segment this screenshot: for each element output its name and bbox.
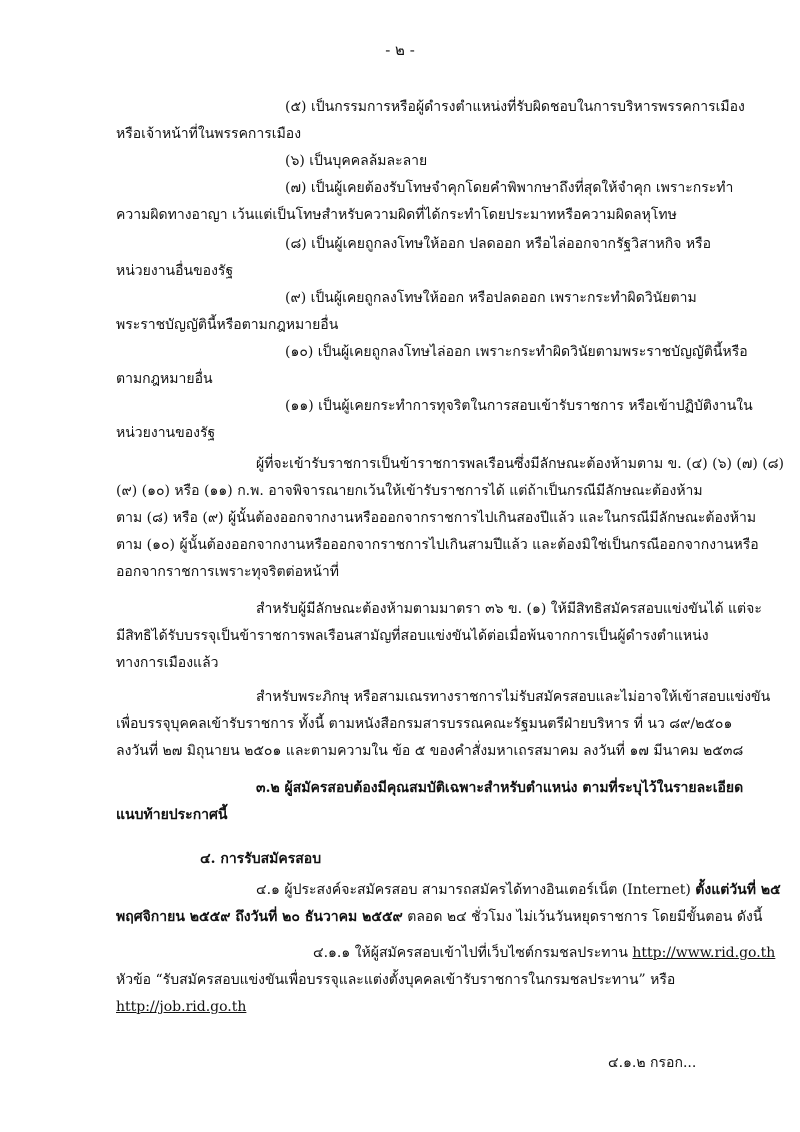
section-3-2-line2: แนบท้ายประกาศนี้: [116, 807, 228, 823]
section-4-heading: ๔. การรับสมัครสอบ: [200, 851, 322, 867]
item-11-line1: (๑๑) เป็นผู้เคยกระทำการทุจริตในการสอบเข้ารับราชการ หรือเข้าปฏิบัติงานใน: [285, 398, 753, 414]
section-4-1-1-text: ๔.๑.๑ ให้ผู้สมัครสอบเข้าไปที่เว็บไซต์กรมชลประทาน: [313, 945, 628, 961]
item-5-line1: (๕) เป็นกรรมการหรือผู้ดำรงตำแหน่งที่รับผิดชอบในการบริหารพรรคการเมือง: [285, 99, 745, 115]
item-11-line2: หน่วยงานของรัฐ: [116, 425, 216, 441]
section-4-1-line1: [256, 880, 781, 900]
para1-line5: ออกจากราชการเพราะทุจริตต่อหน้าที่: [116, 564, 339, 580]
job-website-link[interactable]: http://job.rid.go.th: [116, 999, 247, 1015]
next-page-continuation: ๔.๑.๒ กรอก...: [608, 1055, 697, 1071]
para2-line1: สำหรับผู้มีลักษณะต้องห้ามตามมาตรา ๓๖ ข. (๑) ให้มีสิทธิสมัครสอบแข่งขันได้ แต่จะ: [256, 601, 762, 617]
item-9-line2: พระราชบัญญัตินี้หรือตามกฎหมายอื่น: [116, 317, 339, 333]
para3-line2: เพื่อบรรจุบุคคลเข้ารับราชการ ทั้งนี้ ตามหนังสือกรมสารบรรณคณะรัฐมนตรีฝ่ายบริหาร ที่ นว ๘๙/๒๕๐๑: [116, 716, 733, 732]
section-3-2-line1: ๓.๒ ผู้สมัครสอบต้องมีคุณสมบัติเฉพาะสำหรับตำแหน่ง ตามที่ระบุไว้ในรายละเอียด: [256, 780, 744, 796]
section-4-1-hours: ตลอด ๒๔ ชั่วโมง ไม่เว้นวันหยุดราชการ โดยมีขั้นตอน ดังนี้: [407, 909, 763, 925]
para1-line2: (๙) (๑๐) หรือ (๑๑) ก.พ. อาจพิจารณายกเว้นให้เข้ารับราชการได้ แต่ถ้าเป็นกรณีมีลักษณะต้องห้าม: [116, 483, 703, 499]
para3-line1: สำหรับพระภิกษุ หรือสามเณรทางราชการไม่รับสมัครสอบและไม่อาจให้เข้าสอบแข่งขัน: [256, 689, 771, 705]
section-4-1-text: ๔.๑ ผู้ประสงค์จะสมัครสอบ สามารถสมัครได้ทางอินเตอร์เน็ต (Internet): [256, 882, 691, 898]
section-4-1-1-line1: [313, 943, 775, 963]
section-4-1-start-date: ตั้งแต่วันที่ ๒๕: [695, 882, 781, 898]
para1-line4: ตาม (๑๐) ผู้นั้นต้องออกจากงานหรือออกจากราชการไปเกินสามปีแล้ว และต้องมิใช่เป็นกรณีออกจากงานหรือ: [116, 537, 759, 553]
para2-line3: ทางการเมืองแล้ว: [116, 655, 219, 671]
para1-line1: ผู้ที่จะเข้ารับราชการเป็นข้าราชการพลเรือนซึ่งมีลักษณะต้องห้ามตาม ข. (๔) (๖) (๗) (๘): [256, 456, 784, 472]
item-8-line2: หน่วยงานอื่นของรัฐ: [116, 263, 234, 279]
item-9-line1: (๙) เป็นผู้เคยถูกลงโทษให้ออก หรือปลดออก เพราะกระทำผิดวินัยตาม: [285, 290, 697, 306]
item-7-line2: ความผิดทางอาญา เว้นแต่เป็นโทษสำหรับความผิดที่ได้กระทำโดยประมาทหรือความผิดลหุโทษ: [116, 207, 677, 223]
item-8-line1: (๘) เป็นผู้เคยถูกลงโทษให้ออก ปลดออก หรือไล่ออกจากรัฐวิสาหกิจ หรือ: [285, 236, 712, 252]
item-6-line1: (๖) เป็นบุคคลล้มละลาย: [285, 153, 428, 169]
item-10-line2: ตามกฎหมายอื่น: [116, 371, 213, 387]
para1-line3: ตาม (๘) หรือ (๙) ผู้นั้นต้องออกจากงานหรือออกจากราชการไปเกินสองปีแล้ว และในกรณีมีลักษณะต้องห้าม: [116, 510, 757, 526]
section-4-1-date-range: พฤศจิกายน ๒๕๕๙ ถึงวันที่ ๒๐ ธันวาคม ๒๕๕๙: [116, 909, 403, 925]
item-10-line1: (๑๐) เป็นผู้เคยถูกลงโทษไล่ออก เพราะกระทำผิดวินัยตามพระราชบัญญัตินี้หรือ: [285, 344, 748, 360]
item-5-line2: หรือเจ้าหน้าที่ในพรรคการเมือง: [116, 126, 302, 142]
rid-website-link[interactable]: http://www.rid.go.th: [632, 945, 776, 961]
section-4-1-line2: [116, 907, 762, 927]
page-number: - ๒ -: [385, 41, 415, 59]
para2-line2: มีสิทธิได้รับบรรจุเป็นข้าราชการพลเรือนสามัญที่สอบแข่งขันได้ต่อเมื่อพ้นจากการเป็นผู้ดำรงตำแหน่ง: [116, 628, 709, 644]
item-7-line1: (๗) เป็นผู้เคยต้องรับโทษจำคุกโดยคำพิพากษาถึงที่สุดให้จำคุก เพราะกระทำ: [285, 180, 734, 196]
para3-line3: ลงวันที่ ๒๗ มิถุนายน ๒๕๐๑ และตามความใน ข้อ ๕ ของคำสั่งมหาเถรสมาคม ลงวันที่ ๑๗ มีนาคม ๒๕๓๘: [116, 743, 744, 759]
section-4-1-1-line2: หัวข้อ “รับสมัครสอบแข่งขันเพื่อบรรจุและแต่งตั้งบุคคลเข้ารับราชการในกรมชลประทาน” หรือ: [116, 972, 676, 988]
